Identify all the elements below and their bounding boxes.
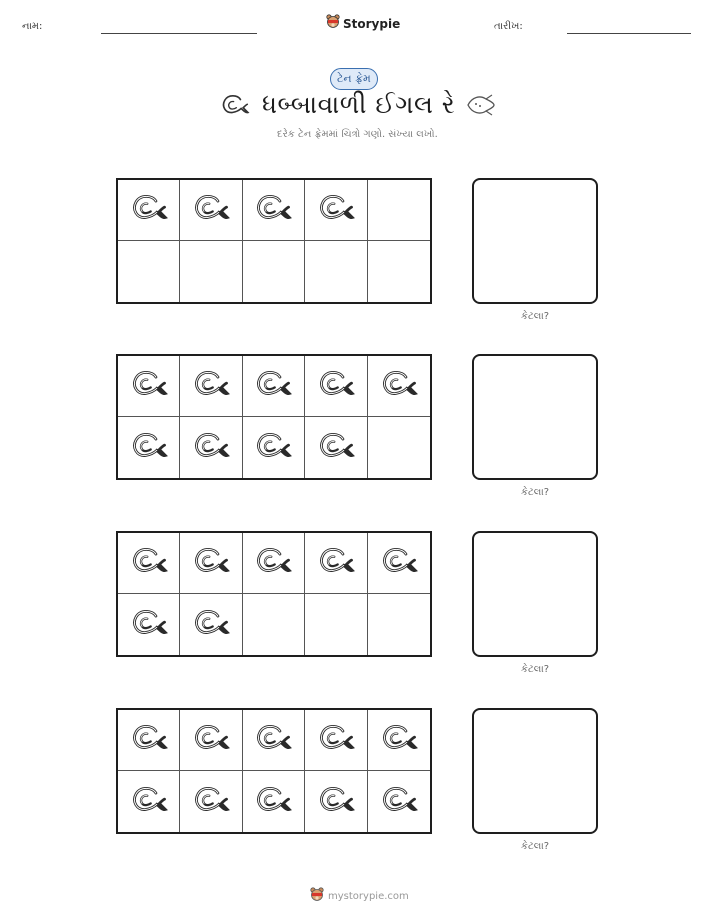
eagle-ray-icon (380, 783, 418, 821)
ten-frame-cell (243, 417, 305, 478)
ten-frame-cell (305, 533, 367, 594)
ten-frame-cell (243, 594, 305, 655)
footer-site[interactable]: mystorypie.com (328, 891, 409, 902)
ten-frame-cell (368, 417, 430, 478)
ten-frame-cell (305, 710, 367, 771)
ten-frame-cell (180, 533, 242, 594)
eagle-ray-icon (380, 367, 418, 405)
ten-frame-cell (305, 241, 367, 302)
ten-frame (116, 708, 432, 834)
eagle-ray-icon (254, 783, 292, 821)
ten-frame-cell (180, 710, 242, 771)
eagle-ray-icon (192, 367, 230, 405)
footer (310, 887, 409, 906)
ten-frame-cell (118, 417, 180, 478)
ten-frame-cell (305, 180, 367, 241)
ten-frame-cell (118, 356, 180, 417)
instruction-text: દરેક ટેન ફ્રેમમાં ચિત્રો ગણો. સંખ્યા લખો. (277, 129, 438, 140)
ten-frame-cell (118, 241, 180, 302)
eagle-ray-icon (317, 429, 355, 467)
answer-box[interactable] (472, 354, 598, 480)
eagle-ray-icon (254, 429, 292, 467)
eagle-ray-icon (192, 721, 230, 759)
ten-frame-cell (305, 594, 367, 655)
ten-frame (116, 531, 432, 657)
brand-name: Storypie (343, 16, 401, 31)
ten-frame-cell (180, 417, 242, 478)
ten-frame-cell (305, 356, 367, 417)
ten-frame-cell (368, 594, 430, 655)
name-label: નામ: (22, 21, 43, 32)
ten-frame-cell (243, 241, 305, 302)
eagle-ray-icon (220, 92, 250, 122)
eagle-ray-icon (254, 721, 292, 759)
answer-box[interactable] (472, 178, 598, 304)
ten-frame-cell (368, 533, 430, 594)
ten-frame-cell (368, 710, 430, 771)
ten-frame-cell (180, 771, 242, 832)
eagle-ray-icon (254, 367, 292, 405)
ten-frame-badge: ટેન ફ્રેમ (330, 68, 378, 90)
ten-frame-cell (118, 594, 180, 655)
eagle-ray-icon (192, 429, 230, 467)
ten-frame-cell (368, 771, 430, 832)
eagle-ray-icon (317, 367, 355, 405)
eagle-ray-icon (380, 721, 418, 759)
how-many-label: કેટલા? (520, 841, 550, 852)
date-label: તારીખ: (494, 21, 523, 32)
ten-frame-cell (368, 180, 430, 241)
ten-frame-cell (305, 417, 367, 478)
ten-frame-cell (368, 241, 430, 302)
storypie-logo (326, 14, 400, 33)
eagle-ray-icon (130, 367, 168, 405)
worksheet-title: ધબ્બાવાળી ઈગલ રે (262, 90, 456, 119)
ten-frame-cell (180, 356, 242, 417)
ten-frame-cell (180, 180, 242, 241)
eagle-ray-icon (192, 783, 230, 821)
storypie-bear-icon (310, 887, 324, 906)
eagle-ray-icon (130, 544, 168, 582)
eagle-ray-icon (130, 721, 168, 759)
ten-frame-cell (368, 356, 430, 417)
ten-frame-cell (118, 771, 180, 832)
eagle-ray-icon (192, 191, 230, 229)
ten-frame-cell (243, 533, 305, 594)
how-many-label: કેટલા? (520, 311, 550, 322)
eagle-ray-icon (130, 191, 168, 229)
eagle-ray-icon (380, 544, 418, 582)
ten-frame (116, 354, 432, 480)
eagle-ray-icon (254, 191, 292, 229)
eagle-ray-icon (130, 429, 168, 467)
ten-frame-cell (180, 241, 242, 302)
eagle-ray-icon (130, 783, 168, 821)
eagle-ray-icon (254, 544, 292, 582)
how-many-label: કેટલા? (520, 487, 550, 498)
manta-ray-icon (466, 93, 496, 121)
ten-frame-cell (118, 710, 180, 771)
answer-box[interactable] (472, 708, 598, 834)
eagle-ray-icon (317, 544, 355, 582)
ten-frame-cell (305, 771, 367, 832)
eagle-ray-icon (317, 721, 355, 759)
ten-frame-cell (118, 533, 180, 594)
eagle-ray-icon (192, 606, 230, 644)
eagle-ray-icon (317, 191, 355, 229)
ten-frame-cell (243, 180, 305, 241)
ten-frame-cell (180, 594, 242, 655)
date-line[interactable] (567, 33, 691, 34)
how-many-label: કેટલા? (520, 664, 550, 675)
ten-frame-cell (243, 356, 305, 417)
eagle-ray-icon (130, 606, 168, 644)
ten-frame-cell (243, 710, 305, 771)
storypie-bear-icon (326, 14, 340, 33)
eagle-ray-icon (192, 544, 230, 582)
ten-frame-cell (243, 771, 305, 832)
eagle-ray-icon (317, 783, 355, 821)
name-line[interactable] (101, 33, 257, 34)
ten-frame (116, 178, 432, 304)
answer-box[interactable] (472, 531, 598, 657)
ten-frame-cell (118, 180, 180, 241)
